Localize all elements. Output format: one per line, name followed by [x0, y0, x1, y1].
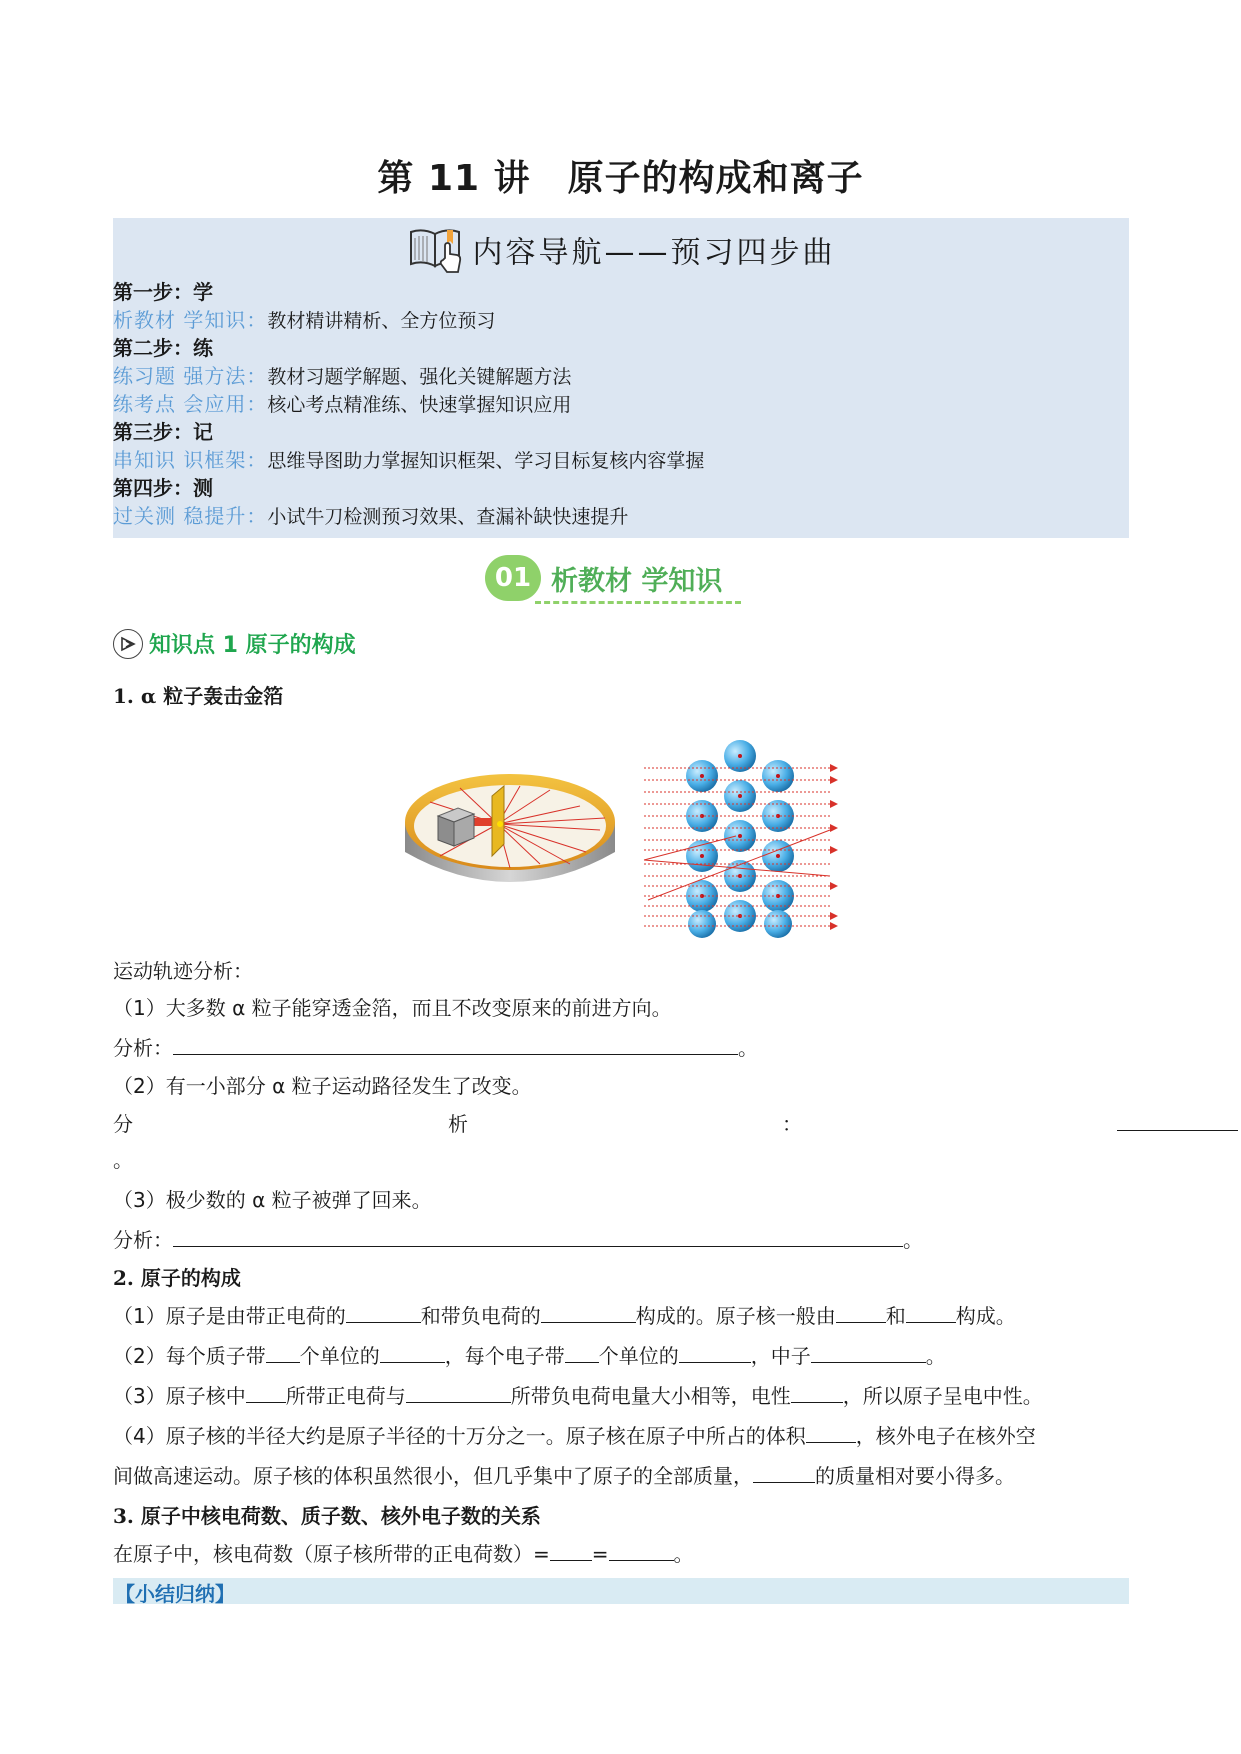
- analysis-colon: ：: [782, 1112, 802, 1136]
- answer-blank[interactable]: [906, 1302, 956, 1323]
- answer-blank[interactable]: [246, 1382, 286, 1403]
- text: 。: [925, 1344, 946, 1368]
- atom-lattice-scattering-figure: [640, 740, 840, 944]
- step-1-item-highlight: 析教材 学知识：: [113, 308, 268, 332]
- part2-line-3: [113, 1380, 1043, 1409]
- text: 构成。: [955, 1304, 1016, 1328]
- period: 。: [738, 1036, 758, 1060]
- trajectory-analysis-label: 运动轨迹分析：: [113, 959, 253, 983]
- period: 。: [113, 1148, 133, 1172]
- nav-header: [113, 224, 1129, 284]
- text: 。: [673, 1542, 694, 1566]
- step-3: 第三步：记: [113, 420, 213, 444]
- step-2-item-2: [113, 390, 571, 419]
- answer-blank[interactable]: [811, 1342, 926, 1363]
- part1-heading: 1. α 粒子轰击金箔: [113, 684, 284, 708]
- nav-header-text: 内容导航——预习四步曲: [472, 235, 836, 271]
- answer-blank[interactable]: [679, 1342, 751, 1363]
- book-pointer-icon: [407, 224, 469, 284]
- text: （2）每个质子带: [113, 1344, 266, 1368]
- step-1-item: [113, 306, 495, 335]
- text: ，每个电子带: [444, 1344, 565, 1368]
- part3-heading: 3. 原子中核电荷数、质子数、核外电子数的关系: [113, 1504, 541, 1528]
- part1-item-2: （2）有一小部分 α 粒子运动路径发生了改变。: [113, 1074, 532, 1098]
- part3-line-1: [113, 1538, 694, 1567]
- text: 和带负电荷的: [420, 1304, 541, 1328]
- answer-blank[interactable]: [1117, 1130, 1238, 1131]
- text: （4）原子核的半径大约是原子半径的十万分之一。原子核在原子中所占的体积: [113, 1424, 806, 1448]
- text: （1）原子是由带正电荷的: [113, 1304, 346, 1328]
- part2-heading: 2. 原子的构成: [113, 1266, 241, 1290]
- step-4-item-highlight: 过关测 稳提升：: [113, 504, 268, 528]
- step-2-item-1-highlight: 练习题 强方法：: [113, 364, 268, 388]
- analysis-char-xi: 析: [448, 1112, 468, 1136]
- part1-answer-3: [113, 1224, 923, 1253]
- text: 个单位的: [299, 1344, 380, 1368]
- answer-blank[interactable]: [836, 1302, 886, 1323]
- text: ，中子: [750, 1344, 811, 1368]
- part2-line-1: [113, 1300, 1016, 1329]
- step-2-item-1: [113, 362, 571, 391]
- step-3-item: [113, 446, 704, 475]
- text: 间做高速运动。原子核的体积虽然很小，但几乎集中了原子的全部质量，: [113, 1464, 753, 1488]
- analysis-prefix: 分析：: [113, 1036, 173, 1060]
- text: 和: [885, 1304, 906, 1328]
- step-4-item-desc: 小试牛刀检测预习效果、查漏补缺快速提升: [267, 506, 629, 528]
- text: 在原子中，核电荷数（原子核所带的正电荷数）=: [113, 1542, 550, 1566]
- text: ，核外电子在核外空: [855, 1424, 1036, 1448]
- step-4-item: [113, 502, 628, 531]
- step-2-item-2-highlight: 练考点 会应用：: [113, 392, 268, 416]
- gold-foil-apparatus-figure: [400, 752, 620, 916]
- text: （3）原子核中: [113, 1384, 246, 1408]
- section-number-badge: 01: [485, 555, 541, 601]
- knowledge-point-text: 知识点 1 原子的构成: [149, 633, 356, 658]
- answer-blank[interactable]: [173, 1034, 738, 1055]
- analysis-char-fen: 分: [113, 1112, 133, 1136]
- step-3-item-highlight: 串知识 识框架：: [113, 448, 268, 472]
- part2-line-5: [113, 1460, 1015, 1489]
- text: 所带负电荷电量大小相等，电性: [510, 1384, 791, 1408]
- answer-blank[interactable]: [541, 1302, 636, 1323]
- answer-blank[interactable]: [346, 1302, 421, 1323]
- knowledge-point-heading: [113, 628, 356, 661]
- step-2: 第二步：练: [113, 336, 213, 360]
- text: ，所以原子呈电中性。: [842, 1384, 1043, 1408]
- step-2-item-2-desc: 核心考点精准练、快速掌握知识应用: [267, 394, 572, 416]
- period: 。: [903, 1228, 923, 1252]
- answer-blank[interactable]: [609, 1540, 674, 1561]
- step-1: 第一步：学: [113, 280, 213, 304]
- answer-blank[interactable]: [406, 1382, 511, 1403]
- text: 构成的。原子核一般由: [635, 1304, 836, 1328]
- text: =: [591, 1542, 609, 1566]
- page-title: 第 11 讲 原子的构成和离子: [377, 158, 864, 199]
- arrow-circle-icon: [113, 629, 143, 659]
- answer-blank[interactable]: [565, 1342, 599, 1363]
- step-2-item-1-desc: 教材习题学解题、强化关键解题方法: [267, 366, 572, 388]
- step-3-item-desc: 思维导图助力掌握知识框架、学习目标复核内容掌握: [267, 450, 705, 472]
- text: 的质量相对要小得多。: [815, 1464, 1015, 1488]
- analysis-prefix: 分析：: [113, 1228, 173, 1252]
- part1-answer-2: [113, 1108, 133, 1137]
- text: 个单位的: [598, 1344, 679, 1368]
- answer-blank[interactable]: [380, 1342, 445, 1363]
- part1-item-1: （1）大多数 α 粒子能穿透金箔，而且不改变原来的前进方向。: [113, 996, 672, 1020]
- part1-item-3: （3）极少数的 α 粒子被弹了回来。: [113, 1188, 432, 1212]
- step-1-item-desc: 教材精讲精析、全方位预习: [267, 310, 496, 332]
- part1-answer-1: [113, 1032, 758, 1061]
- section-title: 析教材 学知识: [551, 566, 723, 597]
- answer-blank[interactable]: [791, 1382, 843, 1403]
- summary-label: 【小结归纳】: [115, 1582, 235, 1606]
- answer-blank[interactable]: [266, 1342, 300, 1363]
- section-underline: [535, 601, 741, 604]
- step-4: 第四步：测: [113, 476, 213, 500]
- answer-blank[interactable]: [806, 1422, 856, 1443]
- answer-blank[interactable]: [550, 1540, 592, 1561]
- content-navigation: [113, 218, 1129, 538]
- answer-blank[interactable]: [173, 1226, 903, 1247]
- answer-blank[interactable]: [753, 1462, 815, 1483]
- part2-line-4: [113, 1420, 1036, 1449]
- summary-bar: [113, 1578, 1129, 1604]
- part2-line-2: [113, 1340, 946, 1369]
- text: 所带正电荷与: [285, 1384, 406, 1408]
